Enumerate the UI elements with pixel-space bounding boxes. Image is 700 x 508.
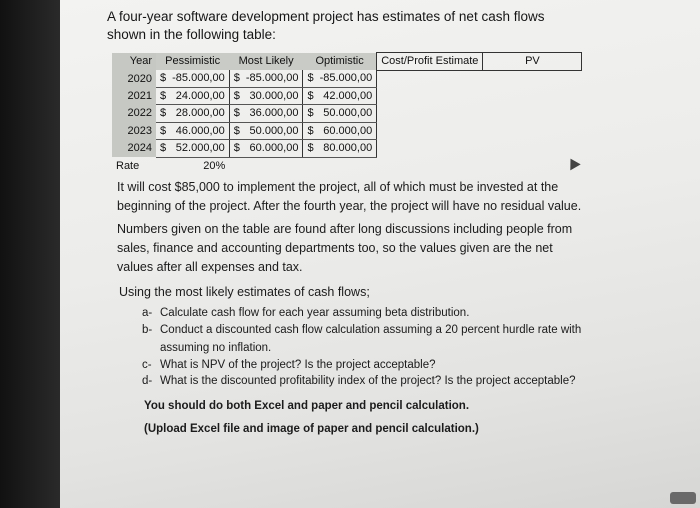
list-item: assuming no inflation. xyxy=(160,342,272,354)
pessimistic-cell: 28.000,00 xyxy=(168,105,229,123)
pessimistic-cell: -85.000,00 xyxy=(168,70,229,87)
cash-flow-table xyxy=(112,52,582,174)
year-cell: 2023 xyxy=(112,122,156,140)
rate-row xyxy=(112,157,582,174)
currency-symbol: $ xyxy=(303,70,316,87)
most-likely-cell: 36.000,00 xyxy=(242,105,303,123)
currency-symbol: $ xyxy=(303,122,316,140)
photo-background xyxy=(0,0,60,508)
pessimistic-cell: 52.000,00 xyxy=(168,140,229,158)
list-item: c- What is NPV of the project? Is the project acceptable? xyxy=(142,359,436,371)
most-likely-cell: 50.000,00 xyxy=(242,122,303,140)
table-row xyxy=(112,140,582,158)
col-year: Year xyxy=(112,53,156,71)
table-header-row xyxy=(112,53,582,71)
paragraph-cost: It will cost $85,000 to implement the project, all of which must be invested at the beginning of the project. After the fourth year, the project will have no residual value. xyxy=(117,180,582,213)
list-item: d- What is the discounted profitability index of the project? Is the project acceptable? xyxy=(142,375,576,387)
col-optimistic: Optimistic xyxy=(303,53,377,71)
col-cost-profit: Cost/Profit Estimate xyxy=(377,53,483,71)
rate-value: 20% xyxy=(203,159,226,172)
note-calculation: You should do both Excel and paper and pencil calculation. xyxy=(144,400,470,412)
currency-symbol: $ xyxy=(156,70,168,87)
year-cell: 2024 xyxy=(112,140,156,158)
list-item: a- Calculate cash flow for each year assuming beta distribution. xyxy=(142,307,470,319)
note-upload: (Upload Excel file and image of paper and pencil calculation.) xyxy=(144,423,479,435)
optimistic-cell: 60.000,00 xyxy=(316,122,377,140)
col-pessimistic: Pessimistic xyxy=(156,53,229,71)
most-likely-cell: 60.000,00 xyxy=(242,140,303,158)
currency-symbol: $ xyxy=(156,87,168,105)
pessimistic-cell: 24.000,00 xyxy=(168,87,229,105)
most-likely-cell: 30.000,00 xyxy=(242,87,303,105)
optimistic-cell: 80.000,00 xyxy=(316,140,377,158)
table-row xyxy=(112,70,582,87)
year-cell: 2021 xyxy=(112,87,156,105)
year-cell: 2020 xyxy=(112,70,156,87)
currency-symbol: $ xyxy=(229,70,242,87)
col-most-likely: Most Likely xyxy=(229,53,303,71)
table-row xyxy=(112,87,582,105)
optimistic-cell: -85.000,00 xyxy=(316,70,377,87)
watermark-logo-icon xyxy=(670,492,696,504)
currency-symbol: $ xyxy=(303,87,316,105)
intro-text: A four-year software development project has estimates of net cash flows shown in the following table: xyxy=(107,9,545,42)
most-likely-cell: -85.000,00 xyxy=(242,70,303,87)
col-pv: PV xyxy=(483,53,582,71)
paragraph-using: Using the most likely estimates of cash flows; xyxy=(119,285,370,299)
currency-symbol: $ xyxy=(303,140,316,158)
currency-symbol: $ xyxy=(229,122,242,140)
optimistic-cell: 42.000,00 xyxy=(316,87,377,105)
currency-symbol: $ xyxy=(303,105,316,123)
table-row xyxy=(112,105,582,123)
optimistic-cell: 50.000,00 xyxy=(316,105,377,123)
currency-symbol: $ xyxy=(156,140,168,158)
rate-label: Rate xyxy=(116,159,140,172)
pessimistic-cell: 46.000,00 xyxy=(168,122,229,140)
currency-symbol: $ xyxy=(156,122,168,140)
currency-symbol: $ xyxy=(229,105,242,123)
list-item: b- Conduct a discounted cash flow calculation assuming a 20 percent hurdle rate with xyxy=(142,324,582,336)
year-cell: 2022 xyxy=(112,105,156,123)
table-row xyxy=(112,122,582,140)
currency-symbol: $ xyxy=(229,87,242,105)
currency-symbol: $ xyxy=(156,105,168,123)
paragraph-numbers: Numbers given on the table are found after long discussions including people from sales, finance and accounting departments too, so the values given are the net values after all expenses and tax. xyxy=(117,222,573,274)
currency-symbol: $ xyxy=(229,140,242,158)
